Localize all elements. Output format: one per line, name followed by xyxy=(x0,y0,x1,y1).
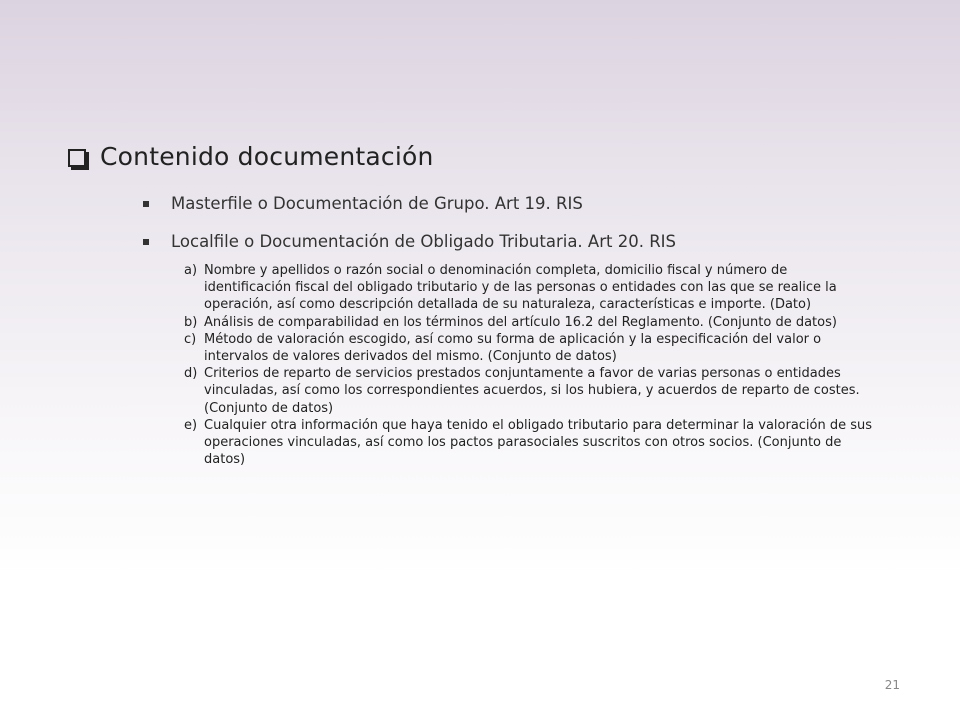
list-item xyxy=(184,262,874,314)
square-bullet-icon xyxy=(143,201,149,207)
bullet-text: Localfile o Documentación de Obligado Tributaria. Art 20. RIS xyxy=(171,232,676,251)
list-marker: e) xyxy=(184,417,198,433)
localfile-contents-list xyxy=(184,262,874,468)
page-number: 21 xyxy=(884,678,900,692)
list-marker: d) xyxy=(184,366,198,382)
list-item xyxy=(184,314,874,331)
heading-text: Contenido documentación xyxy=(100,142,434,171)
list-marker: a) xyxy=(184,263,198,278)
bullet-text: Masterfile o Documentación de Grupo. Art 19. RIS xyxy=(171,194,583,213)
list-marker: b) xyxy=(184,314,198,330)
list-item xyxy=(184,417,874,469)
list-item-text: Criterios de reparto de servicios prestados conjuntamente a favor de varias personas o entidades vinculadas, así como los correspondientes acuerdos, si los hubiera, y acuerdos de reparto de costes. (Conjunto de datos) xyxy=(204,366,860,416)
list-item xyxy=(184,365,874,417)
bullet-item-localfile xyxy=(143,232,676,251)
square-bullet-icon xyxy=(143,239,149,245)
bullet-item-masterfile xyxy=(143,194,583,213)
list-item-text: Análisis de comparabilidad en los términos del artículo 16.2 del Reglamento. (Conjunto de datos) xyxy=(204,314,837,330)
checkbox-bullet-icon xyxy=(68,149,86,167)
list-item xyxy=(184,331,874,365)
list-item-text: Cualquier otra información que haya tenido el obligado tributario para determinar la valoración de sus operaciones vinculadas, así como los pactos parasociales suscritos con otros socios. (Conjunto de datos) xyxy=(204,417,873,468)
section-heading xyxy=(68,142,434,171)
list-marker: c) xyxy=(184,331,197,347)
list-item-text: Nombre y apellidos o razón social o denominación completa, domicilio fiscal y número de identificación fiscal del obligado tributario y de las personas o entidades con las que se realice la operación, así como descripción detallada de su naturaleza, características e importe. (Dato) xyxy=(204,263,837,313)
list-item-text: Método de valoración escogido, así como su forma de aplicación y la especificación del valor o intervalos de valores derivados del mismo. (Conjunto de datos) xyxy=(204,331,822,365)
